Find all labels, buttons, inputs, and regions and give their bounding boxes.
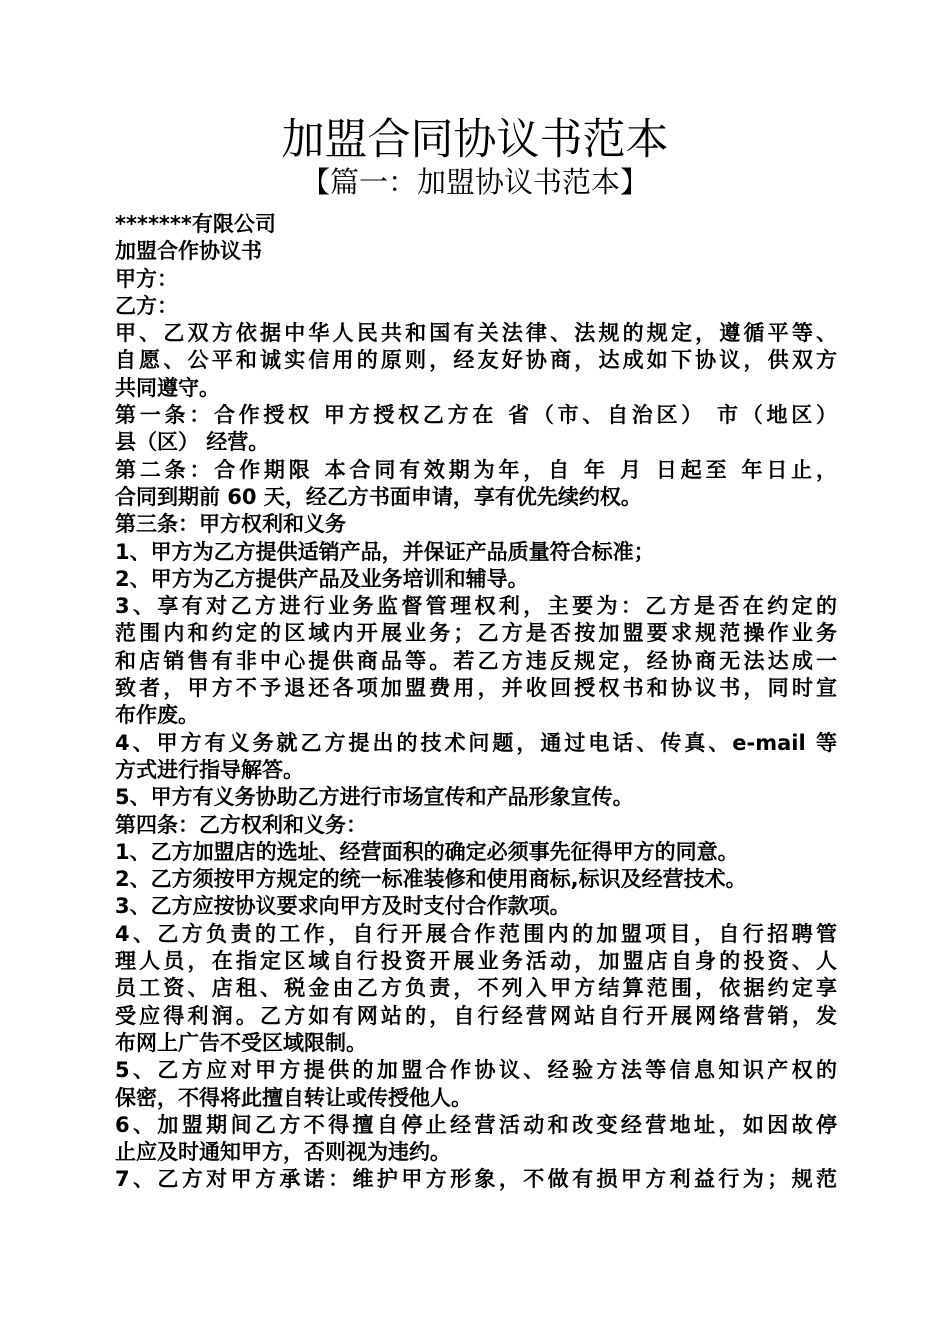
body-text-line: 1、甲方为乙方提供适销产品，并保证产品质量符合标准； [115, 539, 655, 564]
body-text-line: 甲方： [115, 266, 178, 291]
document-title: 加盟合同协议书范本 [281, 115, 669, 165]
body-text-line: 7、乙方对甲方承诺：维护甲方形象，不做有损甲方利益行为；规范 [115, 1167, 837, 1192]
body-text-line: 布网上广告不受区域限制。 [115, 1030, 367, 1055]
body-text-line: 和店销售有非中心提供商品等。若乙方违反规定，经协商无法达成一 [115, 648, 837, 673]
body-text-line: 第三条：甲方权利和义务 [115, 512, 346, 537]
body-text-line: 5、甲方有义务协助乙方进行市场宣传和产品形象宣传。 [115, 785, 634, 810]
body-text-line: 2、甲方为乙方提供产品及业务培训和辅导。 [115, 566, 529, 591]
body-text-line: 6、加盟期间乙方不得擅自停止经营活动和改变经营地址，如因故停 [115, 1112, 837, 1137]
document-subtitle: 【篇一：加盟协议书范本】 [300, 165, 649, 199]
body-text-line: *******有限公司 [115, 212, 276, 236]
body-text-line: 致者，甲方不予退还各项加盟费用，并收回授权书和协议书，同时宣 [115, 676, 837, 701]
body-text-line: 合同到期前 60 天，经乙方书面申请，享有优先续约权。 [115, 484, 642, 509]
body-text-line: 范围内和约定的区域内开展业务；乙方是否按加盟要求规范操作业务 [115, 621, 837, 646]
body-text-line: 乙方： [115, 293, 178, 318]
body-text-line: 员工资、店租、税金由乙方负责，不列入甲方结算范围，依据约定享 [115, 976, 837, 1001]
body-text-line: 3、享有对乙方进行业务监督管理权利，主要为：乙方是否在约定的 [115, 594, 837, 619]
body-text-line: 4、甲方有义务就乙方提出的技术问题，通过电话、传真、e-mail 等 [115, 730, 837, 755]
body-text-line: 第四条：乙方权利和义务： [115, 812, 367, 837]
body-text-line: 甲、乙双方依据中华人民共和国有关法律、法规的规定，遵循平等、 [115, 321, 837, 346]
body-text-line: 县（区） 经营。 [115, 430, 270, 455]
body-text-line: 理人员，在指定区域自行投资开展业务活动，加盟店自身的投资、人 [115, 949, 837, 974]
body-text-line: 3、乙方应按协议要求向甲方及时支付合作款项。 [115, 894, 571, 919]
body-text-line: 4、乙方负责的工作，自行开展合作范围内的加盟项目，自行招聘管 [115, 921, 837, 946]
body-text-line: 加盟合作协议书 [115, 239, 262, 264]
body-text-line: 第二条：合作期限 本合同有效期为年，自 年 月 日起至 年日止， [115, 457, 837, 482]
body-text-line: 布作废。 [115, 703, 199, 728]
body-text-line: 自愿、公平和诚实信用的原则，经友好协商，达成如下协议，供双方 [115, 348, 837, 373]
body-text-line: 2、乙方须按甲方规定的统一标准装修和使用商标,标识及经营技术。 [115, 867, 747, 892]
body-text-line: 1、乙方加盟店的选址、经营面积的确定必须事先征得甲方的同意。 [115, 839, 739, 864]
body-text-line: 受应得利润。乙方如有网站的，自行经营网站自行开展网络营销，发 [115, 1003, 837, 1028]
body-text-line: 共同遵守。 [115, 375, 220, 400]
body-text-line: 第一条：合作授权 甲方授权乙方在 省（市、自治区） 市（地区） [115, 403, 837, 428]
body-text-line: 方式进行指导解答。 [115, 757, 304, 782]
document-body [115, 211, 837, 1194]
body-text-line: 5、乙方应对甲方提供的加盟合作协议、经验方法等信息知识产权的 [115, 1058, 837, 1083]
body-text-line: 止应及时通知甲方，否则视为违约。 [115, 1140, 451, 1165]
body-text-line: 保密，不得将此擅自转让或传授他人。 [115, 1085, 472, 1110]
